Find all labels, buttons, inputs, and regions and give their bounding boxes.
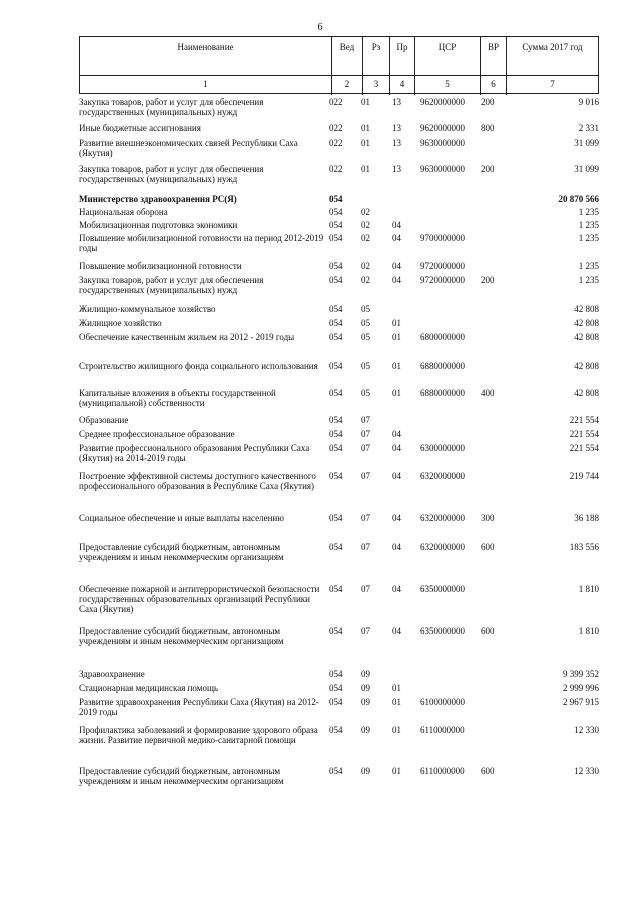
row-pr: 01: [392, 725, 401, 735]
row-ved: 022: [329, 123, 343, 133]
row-csr: 6800000000: [420, 332, 465, 342]
row-ved: 054: [329, 725, 343, 735]
header-sum-number: 7: [550, 79, 555, 89]
row-csr: 6350000000: [420, 626, 465, 636]
row-ved: 022: [329, 164, 343, 174]
row-sum: 1 235: [578, 233, 599, 243]
row-sum: 1 235: [578, 220, 599, 230]
row-csr: 9630000000: [420, 138, 465, 148]
row-name: Повышение мобилизационной готовности: [79, 261, 242, 271]
row-pr: 13: [392, 123, 401, 133]
row-ved: 054: [329, 542, 343, 552]
row-vr: 400: [481, 388, 495, 398]
header-pr-number: 4: [399, 79, 405, 89]
row-name: Мобилизационная подготовка экономики: [79, 220, 238, 230]
row-vr: 600: [481, 542, 495, 552]
row-rz: 07: [361, 471, 370, 481]
row-sum: 221 554: [569, 429, 599, 439]
row-pr: 13: [392, 97, 401, 107]
row-name: Построение эффективной системы доступного качественного профессионального образования в Республике Саха (Якутия): [79, 471, 316, 491]
row-ved: 054: [329, 443, 343, 453]
row-sum: 221 554: [569, 415, 599, 425]
row-rz: 07: [361, 443, 370, 453]
row-pr: 04: [392, 542, 401, 552]
row-csr: 6100000000: [420, 697, 465, 707]
row-csr: 9720000000: [420, 275, 465, 285]
row-pr: 01: [392, 683, 401, 693]
row-csr: 6320000000: [420, 471, 465, 481]
row-ved: 022: [329, 138, 343, 148]
row-rz: 07: [361, 542, 370, 552]
row-sum: 221 554: [569, 443, 599, 453]
row-csr: 6110000000: [420, 725, 465, 735]
row-pr: 04: [392, 233, 401, 243]
row-name: Закупка товаров, работ и услуг для обеспечения государственных (муниципальных) нужд: [79, 164, 264, 184]
row-name: Министерство здравоохранения РС(Я): [79, 194, 237, 204]
row-ved: 054: [329, 194, 343, 204]
row-csr: 6880000000: [420, 388, 465, 398]
row-pr: 01: [392, 361, 401, 371]
row-csr: 6300000000: [420, 443, 465, 453]
row-name: Предоставление субсидий бюджетным, автономным учреждениям и иным некоммерческим организациям: [79, 766, 284, 786]
row-pr: 01: [392, 332, 401, 342]
row-pr: 01: [392, 318, 401, 328]
row-vr: 300: [481, 513, 495, 523]
row-sum: 2 331: [578, 123, 599, 133]
header-csr-number: 5: [445, 79, 450, 89]
row-name: Профилактика заболеваний и формирование здорового образа жизни. Развитие первичной медико-санитарной помощи: [79, 725, 318, 745]
row-vr: 600: [481, 626, 495, 636]
row-csr: 6320000000: [420, 513, 465, 523]
row-rz: 07: [361, 429, 370, 439]
row-ved: 054: [329, 766, 343, 776]
row-csr: 9630000000: [420, 164, 465, 174]
row-sum: 42 808: [574, 361, 599, 371]
row-sum: 42 808: [574, 318, 599, 328]
row-ved: 054: [329, 584, 343, 594]
row-name: Развитие внешнеэкономических связей Республики Саха (Якутия): [79, 138, 298, 158]
row-vr: 800: [481, 123, 495, 133]
row-rz: 02: [361, 220, 370, 230]
row-name: Предоставление субсидий бюджетным, автономным учреждениям и иным некоммерческим организациям: [79, 626, 284, 646]
row-sum: 20 870 566: [558, 194, 599, 204]
row-sum: 2 999 996: [563, 683, 599, 693]
row-csr: 6110000000: [420, 766, 465, 776]
row-ved: 054: [329, 669, 343, 679]
header-rz-number: 3: [373, 79, 379, 89]
row-name: Развитие профессионального образования Республики Саха (Якутия) на 2014-2019 годы: [79, 443, 310, 463]
row-sum: 42 808: [574, 388, 599, 398]
row-ved: 054: [329, 233, 343, 243]
header-rz-label: Рз: [371, 42, 381, 52]
row-rz: 07: [361, 584, 370, 594]
row-ved: 054: [329, 332, 343, 342]
row-pr: 04: [392, 220, 401, 230]
row-rz: 09: [361, 697, 370, 707]
row-name: Жилищное хозяйство: [79, 318, 162, 328]
row-csr: 6880000000: [420, 361, 465, 371]
row-pr: 01: [392, 388, 401, 398]
header-name-number: 1: [203, 79, 208, 89]
row-name: Жилищно-коммунальное хозяйство: [79, 304, 216, 314]
row-ved: 054: [329, 220, 343, 230]
row-name: Повышение мобилизационной готовности на период 2012-2019 годы: [79, 233, 324, 253]
row-name: Среднее профессиональное образование: [79, 429, 235, 439]
header-vr-label: ВР: [487, 42, 499, 52]
row-sum: 1 235: [578, 207, 599, 217]
row-sum: 1 810: [578, 584, 599, 594]
row-ved: 054: [329, 471, 343, 481]
row-ved: 054: [329, 429, 343, 439]
row-sum: 12 330: [574, 725, 599, 735]
row-rz: 01: [361, 97, 370, 107]
row-name: Национальная оборона: [79, 207, 168, 217]
row-pr: 04: [392, 275, 401, 285]
row-rz: 01: [361, 138, 370, 148]
row-csr: 6350000000: [420, 584, 465, 594]
row-sum: 42 808: [574, 304, 599, 314]
row-sum: 2 967 915: [563, 697, 599, 707]
row-vr: 200: [481, 97, 495, 107]
row-ved: 054: [329, 697, 343, 707]
row-sum: 9 399 352: [563, 669, 599, 679]
row-rz: 09: [361, 683, 370, 693]
row-rz: 07: [361, 415, 370, 425]
header-name: [80, 37, 332, 95]
row-name: Обеспечение пожарной и антитеррористической безопасности государственных образовательных организаций Республики Саха (Якутия): [79, 584, 320, 614]
row-csr: 9720000000: [420, 261, 465, 271]
row-rz: 05: [361, 388, 370, 398]
header-csr-label: ЦСР: [438, 42, 457, 52]
row-name: Закупка товаров, работ и услуг для обеспечения государственных (муниципальных) нужд: [79, 97, 264, 117]
row-pr: 04: [392, 443, 401, 453]
row-pr: 04: [392, 261, 401, 271]
row-name: Иные бюджетные ассигнования: [79, 123, 201, 133]
row-rz: 09: [361, 766, 370, 776]
row-pr: 13: [392, 138, 401, 148]
row-pr: 04: [392, 471, 401, 481]
header-ved-label: Вед: [339, 42, 355, 52]
row-csr: 9620000000: [420, 123, 465, 133]
row-csr: 9620000000: [420, 97, 465, 107]
row-pr: 04: [392, 429, 401, 439]
row-ved: 054: [329, 626, 343, 636]
row-rz: 02: [361, 233, 370, 243]
row-rz: 02: [361, 275, 370, 285]
row-sum: 1 235: [578, 261, 599, 271]
header-rz: [363, 37, 390, 95]
row-pr: 13: [392, 164, 401, 174]
row-rz: 05: [361, 361, 370, 371]
row-ved: 054: [329, 318, 343, 328]
row-sum: 42 808: [574, 332, 599, 342]
row-csr: 9700000000: [420, 233, 465, 243]
row-sum: 36 188: [574, 513, 599, 523]
row-pr: 04: [392, 626, 401, 636]
row-name: Обеспечение качественным жильем на 2012 - 2019 годы: [79, 332, 295, 342]
row-name: Стационарная медицинская помощь: [79, 683, 218, 693]
row-rz: 07: [361, 513, 370, 523]
row-name: Развитие здравоохранения Республики Саха (Якутия) на 2012-2019 годы: [79, 697, 319, 717]
row-sum: 1 235: [578, 275, 599, 285]
header-name-label: Наименование: [177, 42, 234, 52]
row-sum: 12 330: [574, 766, 599, 776]
page-number: 6: [317, 22, 323, 33]
row-rz: 01: [361, 164, 370, 174]
row-ved: 054: [329, 275, 343, 285]
row-ved: 054: [329, 388, 343, 398]
row-csr: 6320000000: [420, 542, 465, 552]
row-pr: 04: [392, 513, 401, 523]
header-sum: [507, 37, 598, 95]
row-rz: 05: [361, 318, 370, 328]
row-pr: 01: [392, 766, 401, 776]
header-pr-label: Пр: [396, 42, 408, 52]
row-ved: 054: [329, 683, 343, 693]
row-ved: 054: [329, 513, 343, 523]
row-ved: 054: [329, 207, 343, 217]
header-ved-number: 2: [344, 79, 350, 89]
row-vr: 200: [481, 164, 495, 174]
row-name: Социальное обеспечение и иные выплаты населению: [79, 513, 284, 523]
row-rz: 07: [361, 626, 370, 636]
header-ved: [332, 37, 363, 95]
row-ved: 054: [329, 361, 343, 371]
row-vr: 600: [481, 766, 495, 776]
row-vr: 200: [481, 275, 495, 285]
header-csr: [415, 37, 481, 95]
row-ved: 022: [329, 97, 343, 107]
header-pr: [390, 37, 415, 95]
row-name: Капитальные вложения в объекты государственной (муниципальной) собственности: [79, 388, 276, 408]
row-sum: 9 016: [578, 97, 599, 107]
header-vr-number: 6: [491, 79, 496, 89]
header-vr: [481, 37, 507, 95]
row-rz: 05: [361, 304, 370, 314]
row-rz: 05: [361, 332, 370, 342]
row-pr: 01: [392, 697, 401, 707]
row-name: Строительство жилищного фонда социального использования: [79, 361, 318, 371]
row-ved: 054: [329, 415, 343, 425]
row-rz: 01: [361, 123, 370, 133]
row-sum: 31 099: [574, 138, 599, 148]
row-name: Здравоохранение: [79, 669, 145, 679]
row-rz: 09: [361, 725, 370, 735]
row-pr: 04: [392, 584, 401, 594]
row-name: Закупка товаров, работ и услуг для обеспечения государственных (муниципальных) нужд: [79, 275, 264, 295]
row-sum: 183 556: [569, 542, 599, 552]
row-sum: 1 810: [578, 626, 599, 636]
row-sum: 219 744: [569, 471, 599, 481]
row-name: Образование: [79, 415, 129, 425]
row-rz: 09: [361, 669, 370, 679]
row-ved: 054: [329, 261, 343, 271]
row-ved: 054: [329, 304, 343, 314]
row-name: Предоставление субсидий бюджетным, автономным учреждениям и иным некоммерческим организациям: [79, 542, 284, 562]
table-header: [79, 36, 599, 94]
row-rz: 02: [361, 261, 370, 271]
row-sum: 31 099: [574, 164, 599, 174]
row-rz: 02: [361, 207, 370, 217]
header-sum-label: Сумма 2017 год: [522, 42, 583, 52]
